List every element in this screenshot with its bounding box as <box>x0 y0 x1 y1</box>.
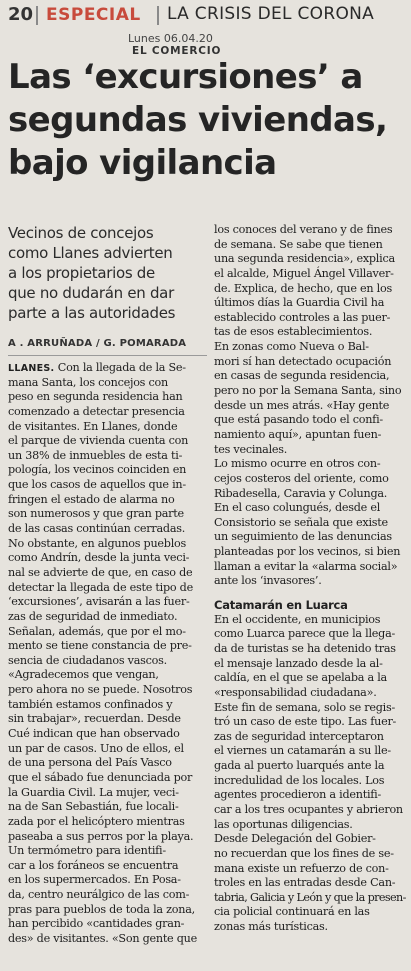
text-line <box>8 361 207 376</box>
text-line-content: también estamos confinados y <box>8 697 173 711</box>
text-line <box>214 311 406 326</box>
text-line <box>8 610 207 625</box>
text-line <box>214 657 406 672</box>
text-line <box>8 654 207 669</box>
text-line-content: el parque de vivienda cuenta con <box>8 434 189 448</box>
text-line <box>8 625 207 640</box>
text-line <box>214 627 406 642</box>
text-line-content: mana Santa, los concejos con <box>8 375 168 389</box>
text-line <box>8 376 207 391</box>
text-line <box>214 759 406 774</box>
text-line <box>8 390 207 405</box>
subheading: Catamarán en Luarca <box>214 598 348 613</box>
left-column <box>8 361 207 947</box>
header-separator <box>36 6 38 25</box>
text-line <box>214 818 406 833</box>
text-line <box>214 832 406 847</box>
text-line-content: Lo mismo ocurre en otros con- <box>214 457 381 471</box>
text-line <box>214 487 406 502</box>
text-line <box>214 545 406 560</box>
text-line <box>8 771 207 786</box>
text-line-content: zas de seguridad de inmediato. <box>8 609 178 623</box>
text-line <box>214 774 406 789</box>
topic-label: LA CRISIS DEL CORONA <box>167 4 375 24</box>
text-line <box>214 803 406 818</box>
text-line-content: Desde Delegación del Gobier- <box>214 832 376 846</box>
text-line-content: car a los foráneos se encuentra <box>8 858 179 872</box>
subtitle-line: a los propietarios de <box>8 264 155 282</box>
text-line-content: na de San Sebastián, fue locali- <box>8 800 179 814</box>
text-line-content: nal se advierte de que, en caso de <box>8 565 193 579</box>
text-line <box>214 340 406 355</box>
text-line <box>8 449 207 464</box>
text-line-content: Con la llegada de la Se- <box>54 361 186 374</box>
spacer <box>214 589 406 598</box>
text-line <box>214 671 406 686</box>
text-line-content: Consistorio se señala que existe <box>214 515 388 529</box>
text-line-content: la Guardia Civil. La mujer, veci- <box>8 785 179 799</box>
text-line <box>8 786 207 801</box>
text-line-content: de semana. Se sabe que tienen <box>214 237 383 251</box>
text-line-content: tró un caso de este tipo. Las fuer- <box>214 715 397 729</box>
text-line-content: han percibido «cantidades gran- <box>8 917 185 931</box>
text-line <box>214 574 406 589</box>
text-line-content: el mensaje lanzado desde la al- <box>214 656 383 670</box>
text-line <box>214 715 406 730</box>
text-line-content: los conoces del verano y de fines <box>214 223 393 236</box>
text-line-content: ‘excursiones’, avisarán a las fuer- <box>8 595 190 609</box>
text-line <box>8 493 207 508</box>
text-line-content: zada por el helicóptero mientras <box>8 814 185 828</box>
text-line-content: cejos costeros del oriente, como <box>214 471 389 485</box>
text-line-content: como Andrín, desde la junta veci- <box>8 551 190 565</box>
text-line <box>214 642 406 657</box>
text-line <box>214 560 406 575</box>
text-line-content: Un termómetro para identifi- <box>8 844 166 858</box>
text-line-content: pero ahora no se puede. Nosotros <box>8 683 193 697</box>
text-line-content: «responsabilidad ciudadana». <box>214 685 377 699</box>
text-line-content: mento se tiene constancia de pre- <box>8 639 192 653</box>
headline <box>8 56 408 185</box>
text-line-content: En zonas como Nueva o Bal- <box>214 340 369 354</box>
text-line <box>8 522 207 537</box>
text-line-content: desde un mes atrás. «Hay gente <box>214 398 390 412</box>
subtitle-line: Vecinos de concejos <box>8 224 154 242</box>
text-line-content: mori sí han detectado ocupación <box>214 354 392 368</box>
text-line <box>214 413 406 428</box>
text-line <box>214 530 406 545</box>
text-line <box>8 917 207 932</box>
text-line <box>214 443 406 458</box>
text-line <box>214 744 406 759</box>
text-line-content: zonas más turísticas. <box>214 920 328 934</box>
text-line <box>8 639 207 654</box>
text-line-content: Este fin de semana, solo se regis- <box>214 700 396 714</box>
text-line <box>8 420 207 435</box>
text-line-content: paseaba a sus perros por la playa. <box>8 829 194 843</box>
text-line-content: troles en las entradas desde Can- <box>214 876 396 890</box>
text-line-content: Señalan, además, que por el mo- <box>8 624 186 638</box>
text-line-content: agentes procedieron a identifi- <box>214 788 382 802</box>
text-line-content: detectar la llegada de este tipo de <box>8 580 193 594</box>
text-line <box>8 815 207 830</box>
text-line <box>214 223 406 238</box>
text-line-content: últimos días la Guardia Civil ha <box>214 296 385 310</box>
text-line-content: un par de casos. Uno de ellos, el <box>8 741 184 755</box>
text-line-content: zas de seguridad interceptaron <box>214 729 384 743</box>
text-line <box>8 888 207 903</box>
text-line-content: como Luarca parece que la llega- <box>214 627 396 641</box>
header-separator <box>157 6 159 25</box>
text-line-content: fringen el estado de alarma no <box>8 492 175 506</box>
text-line <box>8 800 207 815</box>
text-line-content: no recuerdan que los fines de se- <box>214 846 394 860</box>
text-line-content: des» de visitantes. «Son gente que <box>8 931 197 945</box>
text-line <box>214 399 406 414</box>
text-line <box>214 325 406 340</box>
text-line-content: un 38% de inmuebles de esta ti- <box>8 448 183 462</box>
text-line <box>8 551 207 566</box>
text-line <box>8 830 207 845</box>
text-line-content: pología, los vecinos coinciden en <box>8 463 187 477</box>
text-line <box>8 478 207 493</box>
text-line <box>8 844 207 859</box>
text-line-content: Cué indican que han observado <box>8 727 180 741</box>
text-line-content: de una persona del País Vasco <box>8 756 172 770</box>
text-line <box>214 457 406 472</box>
text-line-content: un seguimiento de las denuncias <box>214 530 392 544</box>
text-line-content: pero no por la Semana Santa, sino <box>214 384 402 398</box>
text-line <box>214 296 406 311</box>
text-line <box>8 595 207 610</box>
text-line <box>8 727 207 742</box>
page-number: 20 <box>8 4 34 25</box>
text-line-content: sencia de ciudadanos vascos. <box>8 653 167 667</box>
newspaper-name: EL COMERCIO <box>132 45 222 57</box>
text-line-content: gada al puerto luarqués ante la <box>214 759 385 773</box>
text-line <box>8 873 207 888</box>
text-line <box>214 472 406 487</box>
text-line <box>214 428 406 443</box>
text-line-content: en los supermercados. En Posa- <box>8 873 181 887</box>
text-line-content: En el caso colungués, desde el <box>214 501 381 515</box>
text-line <box>214 252 406 267</box>
text-line <box>214 282 406 297</box>
text-line <box>214 686 406 701</box>
text-line-content: car a los tres ocupantes y abrieron <box>214 802 403 816</box>
text-line-content: que los casos de aquellos que in- <box>8 478 186 492</box>
text-line <box>8 463 207 478</box>
text-line <box>8 698 207 713</box>
text-line <box>214 891 406 906</box>
text-line <box>8 581 207 596</box>
text-line <box>8 859 207 874</box>
subtitle-line: como Llanes advierten <box>8 244 173 262</box>
text-line <box>8 566 207 581</box>
section-label: ESPECIAL <box>46 5 141 25</box>
page-header <box>0 0 411 30</box>
text-line-content: son numerosos y que gran parte <box>8 507 184 521</box>
text-line-content: En el occidente, en municipios <box>214 612 381 626</box>
subtitle-line: que no dudarán en dar <box>8 284 174 302</box>
text-line-content: llaman a evitar la «alarma social» <box>214 559 398 573</box>
text-line-content: tabria, Galicia y León y que la presen- <box>214 890 406 904</box>
right-column-part-b <box>214 613 406 935</box>
headline-line: Las ‘excursiones’ a <box>8 57 363 97</box>
text-line-content: da de turistas se ha detenido tras <box>214 641 396 655</box>
text-line-content: incredulidad de los locales. Los <box>214 773 385 787</box>
text-line-content: No obstante, en algunos pueblos <box>8 536 187 550</box>
byline: A . ARRUÑADA / G. POMARADA <box>8 338 187 349</box>
text-line <box>214 613 406 628</box>
text-line-content: el viernes un catamarán a su lle- <box>214 744 391 758</box>
text-line <box>214 238 406 253</box>
text-line <box>214 516 406 531</box>
text-line-content: sin trabajar», recuerdan. Desde <box>8 712 181 726</box>
text-line <box>214 355 406 370</box>
text-line <box>214 905 406 920</box>
right-column <box>214 223 406 935</box>
text-line <box>8 712 207 727</box>
text-line <box>8 683 207 698</box>
text-line <box>8 507 207 522</box>
subtitle-line: parte a las autoridades <box>8 304 176 322</box>
text-line-content: mana existe un refuerzo de con- <box>214 861 389 875</box>
text-line-content: ante los ‘invasores’. <box>214 574 322 588</box>
text-line <box>214 701 406 716</box>
text-line-content: en casas de segunda residencia, <box>214 369 390 383</box>
text-line <box>214 369 406 384</box>
text-line-content: las oportunas diligencias. <box>214 817 353 831</box>
text-line-content: tas de esos establecimientos. <box>214 325 373 339</box>
text-line-content: caldía, en el que se apelaba a la <box>214 671 387 685</box>
text-line <box>8 932 207 947</box>
text-line <box>214 501 406 516</box>
text-line-content: una segunda residencia», explica <box>214 252 395 266</box>
text-line-content: «Agradecemos que vengan, <box>8 668 159 682</box>
text-line <box>8 668 207 683</box>
text-line <box>214 920 406 935</box>
text-line-content: el alcalde, Miguel Ángel Villaver- <box>214 266 394 280</box>
text-line <box>8 537 207 552</box>
text-line-content: namiento aquí», apuntan fuen- <box>214 427 382 441</box>
right-column-part-a <box>214 223 406 589</box>
text-line-content: cia policial continuará en las <box>214 905 370 919</box>
text-line-content: comenzado a detectar presencia <box>8 404 185 418</box>
text-line-content: de las casas continúan cerradas. <box>8 522 186 536</box>
text-line-content: da, centro neurálgico de las com- <box>8 888 190 902</box>
text-line <box>214 788 406 803</box>
text-line-content: que el sábado fue denunciada por <box>8 770 193 784</box>
text-line <box>214 384 406 399</box>
text-line-content: de. Explica, de hecho, que en los <box>214 281 392 295</box>
text-line <box>8 434 207 449</box>
text-line <box>8 405 207 420</box>
headline-line: segundas viviendas, <box>8 100 388 140</box>
text-line <box>214 862 406 877</box>
byline-rule <box>8 355 207 356</box>
text-line-content: peso en segunda residencia han <box>8 390 183 404</box>
text-line-content: de visitantes. En Llanes, donde <box>8 419 178 433</box>
text-line-content: tes vecinales. <box>214 442 288 456</box>
text-line-content: Ribadesella, Caravia y Colunga. <box>214 486 388 500</box>
headline-line: bajo vigilancia <box>8 143 277 183</box>
text-line-content: que está pasando todo el confi- <box>214 413 383 427</box>
subtitle <box>8 223 208 323</box>
text-line-content: pras para pueblos de toda la zona, <box>8 902 195 916</box>
dateline: LLANES. <box>8 363 55 374</box>
text-line <box>214 876 406 891</box>
text-line <box>8 903 207 918</box>
text-line <box>214 267 406 282</box>
text-line <box>8 742 207 757</box>
text-line <box>214 730 406 745</box>
text-line <box>8 756 207 771</box>
text-line-content: planteadas por los vecinos, si bien <box>214 545 401 559</box>
issue-date: Lunes 06.04.20 <box>128 32 213 45</box>
text-line <box>214 847 406 862</box>
text-line-content: establecido controles a las puer- <box>214 310 391 324</box>
